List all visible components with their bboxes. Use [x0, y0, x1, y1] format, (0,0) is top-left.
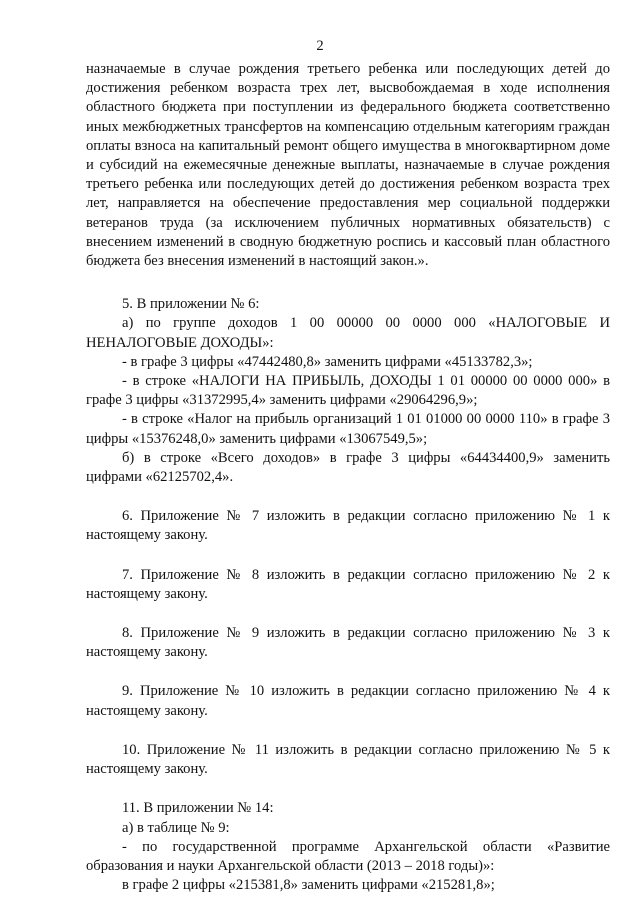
paragraph-item-7: 7. Приложение № 8 изложить в редакции согласно приложению № 2 к настоящему закону.: [86, 566, 610, 602]
paragraph-item-5-a-1: - в графе 3 цифры «47442480,8» заменить цифрами «45133782,3»;: [122, 353, 533, 370]
paragraph-item-11-a: а) в таблице № 9:: [122, 819, 230, 836]
paragraph-item-10: 10. Приложение № 11 изложить в редакции согласно приложению № 5 к настоящему закону.: [86, 741, 610, 778]
paragraph-item-5-b: б) в строке «Всего доходов» в графе 3 цифры «64434400,9» заменить цифрами «62125702,4».: [86, 449, 610, 486]
document-body: [86, 60, 610, 895]
paragraph-item-5-heading: 5. В приложении № 6:: [122, 296, 260, 313]
paragraph-item-5-a-3: - в строке «Налог на прибыль организаций 1 01 01000 00 0000 110» в графе 3 цифры «15376248,0» заменить цифрами «13067549,5»;: [86, 411, 610, 447]
paragraph-item-5-a: а) по группе доходов 1 00 00000 00 0000 000 «НАЛОГОВЫЕ И НЕНАЛОГОВЫЕ ДОХОДЫ»:: [86, 315, 610, 351]
page-number: 2: [316, 38, 324, 54]
paragraph-item-6: 6. Приложение № 7 изложить в редакции согласно приложению № 1 к настоящему закону.: [86, 508, 610, 544]
paragraph-item-11-heading: 11. В приложении № 14:: [122, 800, 274, 817]
paragraph-item-5-a-2: - в строке «НАЛОГИ НА ПРИБЫЛЬ, ДОХОДЫ 1 01 00000 00 0000 000» в графе 3 цифры «31372995,4» заменить цифрами «29064296,9»;: [86, 373, 610, 409]
paragraph-item-9: 9. Приложение № 10 изложить в редакции согласно приложению № 4 к настоящему закону.: [86, 683, 610, 719]
paragraph-item-11-a-program: - по государственной программе Архангельской области «Развитие образования и науки Архангельской области (2013 – 2018 годы)»:: [86, 838, 610, 874]
paragraph-continuation: назначаемые в случае рождения третьего ребенка или последующих детей до достижения ребенком возраста трех лет, высвобождаемая в ходе исполнения областного бюджета при поступлении из федерального бюджета соответственно иных межбюджетных трансфертов на компенсацию отдельным категориям граждан оплаты взноса на капитальный ремонт общего имущества в многоквартирном доме и субсидий на ежемесячные денежные выплаты, назначаемые в случае рождения третьего ребенка или последующих детей до достижения ребенком возраста трех лет, направляется на обеспечение предоставления мер социальной поддержки ветеранов труда (за исключением публичных нормативных обязательств) с внесением изменений в сводную бюджетную роспись и кассовый план областного бюджета без внесения изменений в настоящий закон.».: [86, 61, 610, 270]
paragraph-item-11-a-column-2: в графе 2 цифры «215381,8» заменить цифрами «215281,8»;: [122, 877, 495, 894]
paragraph-item-8: 8. Приложение № 9 изложить в редакции согласно приложению № 3 к настоящему закону.: [86, 625, 610, 661]
